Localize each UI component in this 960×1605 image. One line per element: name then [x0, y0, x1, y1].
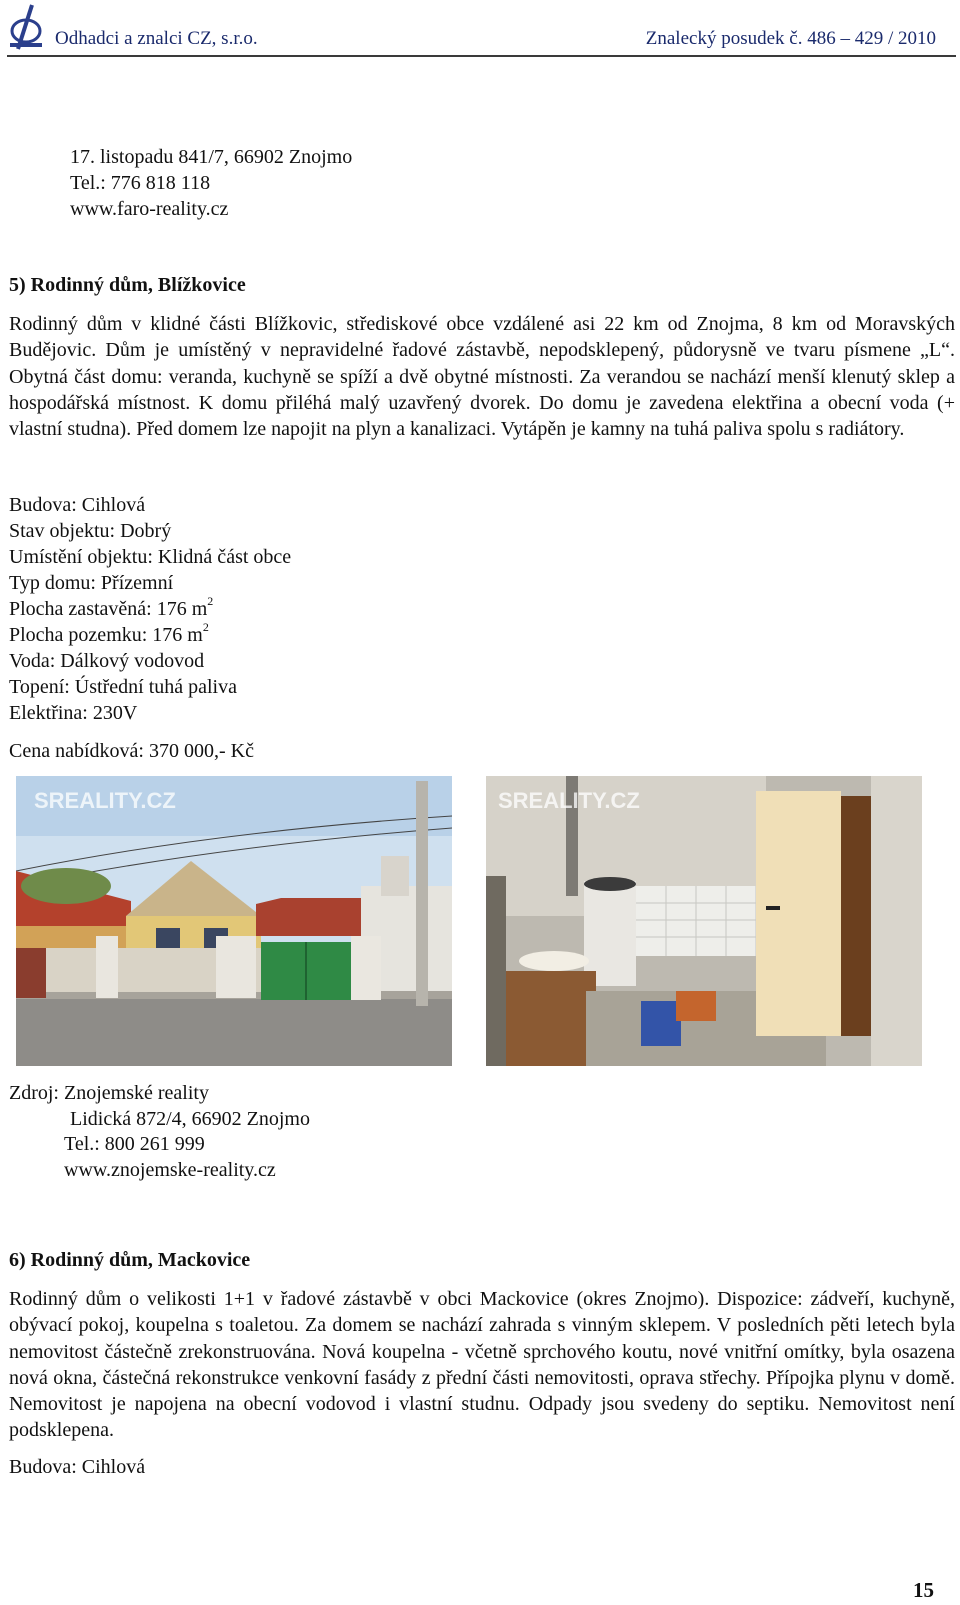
- house-exterior-photo: [16, 776, 452, 1066]
- photo-watermark: SREALITY.CZ: [34, 788, 176, 813]
- item5-built-area: Plocha zastavěná: 176 $m^2$: [9, 594, 214, 620]
- prev-source-address: 17. listopadu 841/7, 66902 Znojmo: [70, 146, 353, 168]
- house-interior-photo: [486, 776, 922, 1066]
- item5-condition: Stav objektu: Dobrý: [9, 520, 172, 542]
- item5-location: Umístění objektu: Klidná část obce: [9, 546, 292, 568]
- item5-heading: 5) Rodinný dům, Blížkovice: [9, 274, 246, 296]
- company-name: Odhadci a znalci CZ, s.r.o.: [55, 28, 258, 49]
- house-interior-image: [486, 776, 922, 1066]
- prev-source-phone: Tel.: 776 818 118: [70, 172, 211, 194]
- item5-building: Budova: Cihlová: [9, 494, 146, 516]
- item6-description: Rodinný dům o velikosti 1+1 v řadové zástavbě v obci Mackovice (okres Znojmo). Dispozice: zádveří, kuchyně, obývací pokoj, koupelna s toaletou. Za domem se nachází zahrada s vinným sklepem. V posledních pěti letech byla nemovitost částečně zrekonstruována. Nová koupelna - včetně sprchového koutu, nové vnitřní omítky, byla osazena nová okna, částečná rekonstrukce venkovní fasády z přední části nemovitosti, oprava střechy. Přípojka plynu v domě. Nemovitost je napojena na obecní vodovod i vlastní studnu. Odpady jsou svedeny do septiku. Nemovitost není podsklepena.: [9, 1288, 955, 1442]
- document-number: Znalecký posudek č. 486 – 429 / 2010: [645, 28, 936, 49]
- item5-heating: Topení: Ústřední tuhá paliva: [9, 676, 237, 698]
- item5-price: Cena nabídková: 370 000,- Kč: [9, 740, 254, 762]
- item5-house-type: Typ domu: Přízemní: [9, 572, 174, 594]
- item5-source-address: Lidická 872/4, 66902 Znojmo: [70, 1108, 310, 1130]
- item6-building: Budova: Cihlová: [9, 1456, 146, 1478]
- item5-land-area: Plocha pozemku: 176 $m^2$: [9, 620, 209, 646]
- header-divider: [7, 55, 956, 57]
- item5-electricity: Elektřina: 230V: [9, 702, 138, 724]
- item5-water: Voda: Dálkový vodovod: [9, 650, 205, 672]
- house-exterior-image: [16, 776, 452, 1066]
- item6-heading: 6) Rodinný dům, Mackovice: [9, 1249, 251, 1271]
- company-logo-icon: [8, 3, 44, 51]
- page-number: 15: [913, 1578, 934, 1602]
- prev-source-web: www.faro-reality.cz: [70, 198, 229, 220]
- item5-source-web: www.znojemske-reality.cz: [64, 1159, 276, 1181]
- photo-watermark: SREALITY.CZ: [498, 788, 640, 813]
- item5-source-phone: Tel.: 800 261 999: [64, 1133, 205, 1155]
- page-header: [0, 0, 960, 60]
- item5-description: Rodinný dům v klidné části Blížkovic, střediskové obce vzdálené asi 22 km od Znojma, 8 km od Moravských Budějovic. Dům je umístěný v nepravidelné řadové zástavbě, nepodsklepený, půdorysně ve tvaru písmene „L“. Obytná část domu: veranda, kuchyně se spíží a dvě obytné místnosti. Za verandou se nachází menší klenutý sklep a hospodářská místnost. K domu přiléhá malý uzavřený dvorek. Do domu je zavedena elektřina a obecní voda (+ vlastní studna). Před domem lze napojit na plyn a kanalizaci. Vytápěn je kamny na tuhá paliva spolu s radiátory.: [9, 313, 955, 441]
- item5-source-label: Zdroj: Znojemské reality: [9, 1082, 209, 1104]
